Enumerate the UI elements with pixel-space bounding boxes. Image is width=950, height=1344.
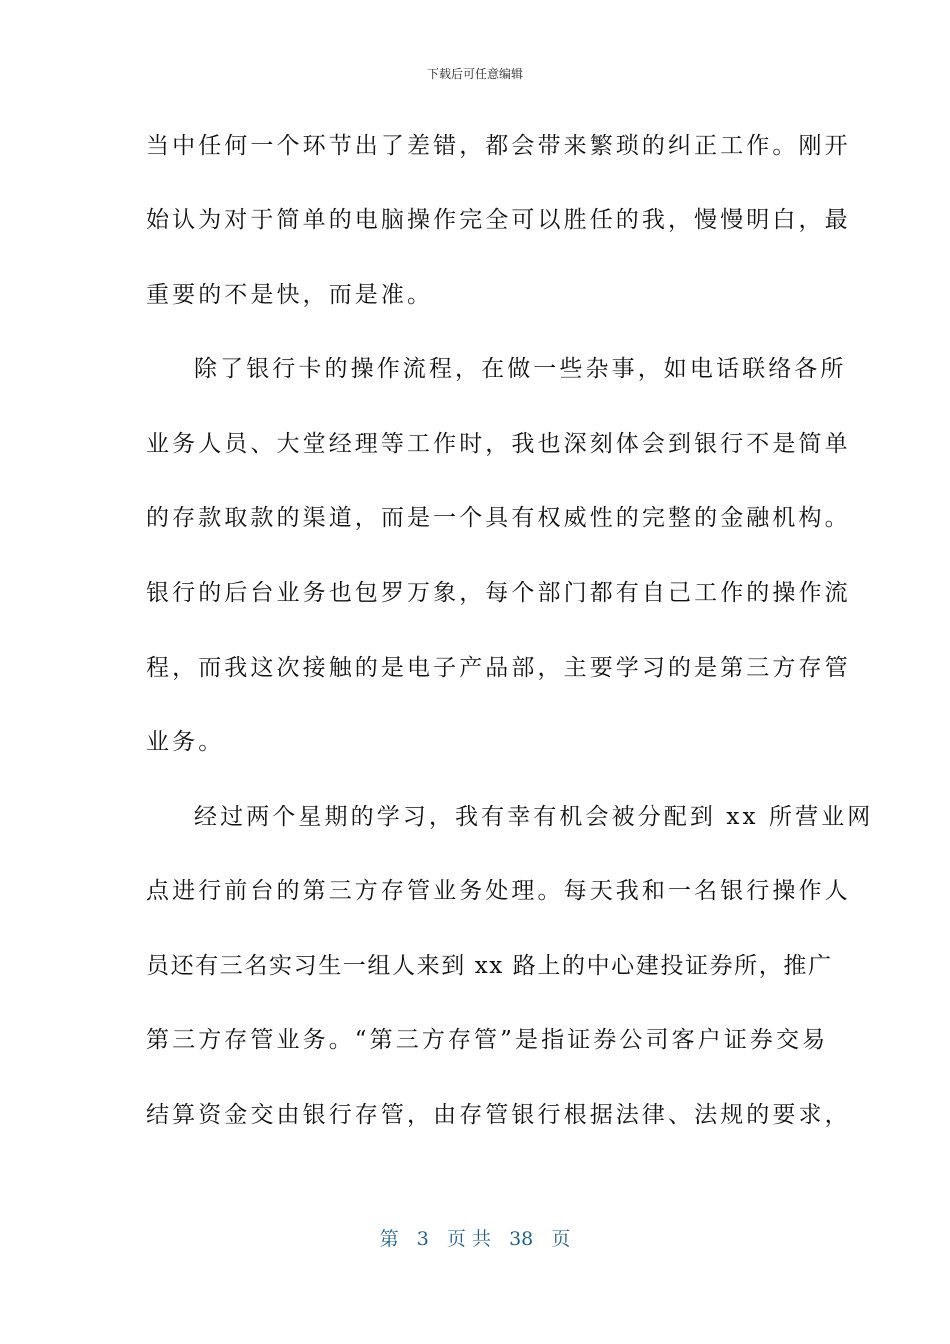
paragraph-line: 重要的不是快，而是准。: [146, 282, 434, 308]
paragraph-line: 的存款取款的渠道，而是一个具有权威性的完整的金融机构。: [146, 505, 851, 531]
paragraph-line: 业务人员、大堂经理等工作时，我也深刻体会到银行不是简单: [146, 431, 851, 457]
paragraph-line: 业务。: [146, 729, 225, 755]
page-header: 下载后可任意编辑: [426, 67, 523, 81]
paragraph-line: 除了银行卡的操作流程，在做一些杂事，如电话联络各所: [194, 356, 847, 382]
paragraph-line: 点进行前台的第三方存管业务处理。每天我和一名银行操作人: [146, 878, 851, 904]
paragraph-line: 第三方存管业务。“第三方存管”是指证券公司客户证券交易: [146, 1027, 829, 1053]
paragraph-line: 当中任何一个环节出了差错，都会带来繁琐的纠正工作。刚开: [146, 133, 851, 159]
paragraph-line: 结算资金交由银行存管，由存管银行根据法律、法规的要求，: [146, 1102, 851, 1128]
paragraph-line: 银行的后台业务也包罗万象，每个部门都有自己工作的操作流: [146, 580, 851, 606]
paragraph-line: 程，而我这次接触的是电子产品部，主要学习的是第三方存管: [146, 655, 851, 681]
paragraph-line: 员还有三名实习生一组人来到 xx 路上的中心建投证券所，推广: [146, 953, 833, 979]
paragraph-line: 始认为对于简单的电脑操作完全可以胜任的我，慢慢明白，最: [146, 207, 851, 233]
paragraph-line: 经过两个星期的学习，我有幸有机会被分配到 xx 所营业网: [194, 804, 874, 830]
page-number-footer: 第 3 页 共 38 页: [379, 1228, 571, 1250]
